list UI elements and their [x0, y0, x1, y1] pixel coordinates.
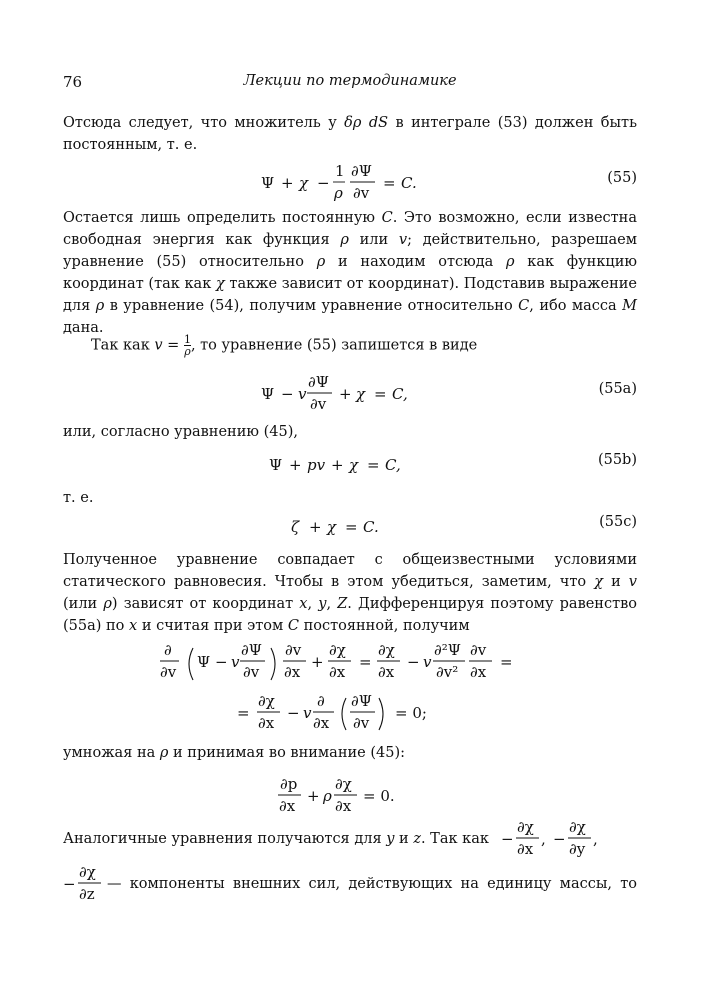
- svg-text:,: ,: [593, 830, 598, 848]
- equation-55-formula: [63, 162, 637, 206]
- equation-55c-formula: [63, 508, 637, 544]
- svg-text:C,: C,: [392, 385, 408, 403]
- svg-text:∂χ: ∂χ: [329, 641, 346, 659]
- paragraph-2: Остается лишь определить постоянную C. Это возможно, если известна свободная энергия как функция ρ или v; действительно, разрешаем уравнение (55) относительно ρ и находим отсюда ρ как функцию координат (так как χ также зависит от координат). Подставив выражение для ρ в уравнение (54), получим уравнение относительно C, ибо масса M дана.: [63, 210, 638, 336]
- svg-text:=: =: [359, 653, 372, 671]
- svg-text:ρ: ρ: [334, 184, 343, 202]
- svg-text:= 0;: = 0;: [395, 704, 427, 722]
- equation-55: [63, 162, 637, 202]
- equation-55b: [63, 446, 637, 486]
- svg-text:+: +: [311, 653, 324, 671]
- svg-text:=: =: [383, 174, 396, 192]
- svg-text:∂Ψ: ∂Ψ: [351, 162, 372, 180]
- svg-text:∂x: ∂x: [279, 797, 296, 815]
- svg-text:−: −: [553, 830, 566, 848]
- svg-text:= 0.: = 0.: [363, 787, 395, 805]
- svg-text:∂v: ∂v: [353, 714, 370, 732]
- inline-fraction: $\frac{1}{\rho}$: [183, 333, 191, 358]
- svg-text:=: =: [237, 704, 250, 722]
- equation-number: (55a): [598, 381, 637, 397]
- svg-text:ζ: ζ: [291, 518, 300, 536]
- equation-pressure-formula: [63, 774, 637, 818]
- svg-text:−: −: [287, 704, 300, 722]
- svg-text:∂x: ∂x: [517, 840, 534, 858]
- svg-text:C,: C,: [385, 456, 401, 474]
- equation-derivative: [63, 640, 637, 740]
- paragraph-7: умножая на ρ и принимая во внимание (45):: [63, 745, 405, 761]
- svg-text:∂χ: ∂χ: [378, 641, 395, 659]
- svg-text:∂v: ∂v: [310, 395, 327, 413]
- svg-text:,: ,: [541, 830, 546, 848]
- svg-text:1: 1: [335, 162, 345, 180]
- svg-text:∂v: ∂v: [160, 663, 177, 681]
- svg-text:∂y: ∂y: [569, 840, 586, 858]
- svg-text:+: +: [331, 456, 344, 474]
- svg-text:∂²Ψ: ∂²Ψ: [434, 641, 461, 659]
- svg-text:∂v: ∂v: [285, 641, 302, 659]
- equation-number: (55c): [599, 514, 637, 530]
- svg-text:+: +: [339, 385, 352, 403]
- svg-text:=: =: [374, 385, 387, 403]
- svg-text:Ψ: Ψ: [261, 174, 275, 192]
- svg-text:∂v²: ∂v²: [436, 663, 459, 681]
- svg-text:χ: χ: [356, 385, 366, 403]
- svg-text:−: −: [501, 830, 514, 848]
- svg-text:+: +: [309, 518, 322, 536]
- inline-force-z: [63, 862, 107, 906]
- svg-text:ρ: ρ: [323, 787, 332, 805]
- svg-text:Ψ: Ψ: [269, 456, 283, 474]
- svg-text:−: −: [63, 875, 76, 893]
- svg-text:∂z: ∂z: [79, 885, 95, 903]
- svg-text:χ: χ: [299, 174, 309, 192]
- equation-pressure: [63, 774, 637, 818]
- svg-text:χ: χ: [349, 456, 359, 474]
- svg-text:∂χ: ∂χ: [79, 863, 96, 881]
- page-number: 76: [63, 73, 83, 91]
- svg-text:∂v: ∂v: [243, 663, 260, 681]
- inline-force-components: [497, 816, 637, 862]
- svg-text:∂x: ∂x: [378, 663, 395, 681]
- svg-text:∂x: ∂x: [329, 663, 346, 681]
- paragraph-3: Так как v = $\frac{1}{\rho}$ , то уравнение (55) запишется в виде: [91, 333, 478, 358]
- paragraph-6: Полученное уравнение совпадает с общеизвестными условиями статического равновесия. Чтобы в этом убедиться, заметим, что χ и v (или ρ) зависят от координат x, y, Z. Дифференцируя поэтому равенство (55a) по x и считая при этом C постоянной, получим: [63, 552, 638, 634]
- svg-text:C.: C.: [363, 518, 379, 536]
- equation-number: (55b): [597, 452, 637, 468]
- svg-text:∂: ∂: [317, 692, 325, 710]
- svg-text:χ: χ: [327, 518, 337, 536]
- svg-text:+: +: [307, 787, 320, 805]
- svg-text:∂: ∂: [164, 641, 172, 659]
- running-title: Лекции по термодинамике: [243, 73, 457, 89]
- page-header: [63, 73, 637, 95]
- svg-text:∂χ: ∂χ: [258, 692, 275, 710]
- svg-text:∂p: ∂p: [280, 775, 298, 793]
- svg-text:−: −: [281, 385, 294, 403]
- svg-text:v: v: [231, 653, 240, 671]
- svg-text:Ψ: Ψ: [197, 653, 211, 671]
- svg-text:=: =: [345, 518, 358, 536]
- svg-text:−: −: [317, 174, 330, 192]
- svg-text:∂x: ∂x: [313, 714, 330, 732]
- equation-55c: [63, 508, 637, 548]
- svg-text:=: =: [500, 653, 513, 671]
- equation-55a-formula: [63, 373, 637, 417]
- svg-text:∂x: ∂x: [470, 663, 487, 681]
- svg-text:+: +: [281, 174, 294, 192]
- svg-text:pv: pv: [307, 456, 326, 474]
- svg-text:∂χ: ∂χ: [569, 818, 586, 836]
- svg-text:v: v: [423, 653, 432, 671]
- svg-text:−: −: [407, 653, 420, 671]
- svg-text:∂x: ∂x: [258, 714, 275, 732]
- svg-text:∂v: ∂v: [470, 641, 487, 659]
- svg-text:∂v: ∂v: [353, 184, 370, 202]
- svg-text:Ψ: Ψ: [261, 385, 275, 403]
- paragraph-1: Отсюда следует, что множитель у δρ dS в интеграле (53) должен быть постоянным, т. е.: [63, 115, 637, 153]
- equation-55b-formula: [63, 446, 637, 482]
- equation-55a: [63, 373, 637, 413]
- svg-text:∂x: ∂x: [284, 663, 301, 681]
- svg-text:+: +: [289, 456, 302, 474]
- paragraph-4: или, согласно уравнению (45),: [63, 424, 298, 440]
- svg-text:v: v: [303, 704, 312, 722]
- svg-text:=: =: [367, 456, 380, 474]
- svg-text:−: −: [215, 653, 228, 671]
- paragraph-5: т. е.: [63, 490, 94, 506]
- equation-derivative-formula: [63, 640, 637, 740]
- svg-text:∂χ: ∂χ: [517, 818, 534, 836]
- svg-text:∂Ψ: ∂Ψ: [241, 641, 262, 659]
- svg-text:v: v: [298, 385, 307, 403]
- svg-text:∂Ψ: ∂Ψ: [351, 692, 372, 710]
- paragraph-8: Аналогичные уравнения получаются для y и z. Так как − ∂χ ∂x , − ∂χ ∂y ,: [63, 816, 637, 862]
- svg-text:∂χ: ∂χ: [335, 775, 352, 793]
- svg-text:C.: C.: [401, 174, 417, 192]
- paragraph-9: − ∂χ ∂z — компоненты внешних сил, действующих на единицу массы, то: [63, 862, 637, 906]
- svg-text:∂Ψ: ∂Ψ: [308, 373, 329, 391]
- equation-number: (55): [607, 170, 637, 186]
- svg-text:∂x: ∂x: [335, 797, 352, 815]
